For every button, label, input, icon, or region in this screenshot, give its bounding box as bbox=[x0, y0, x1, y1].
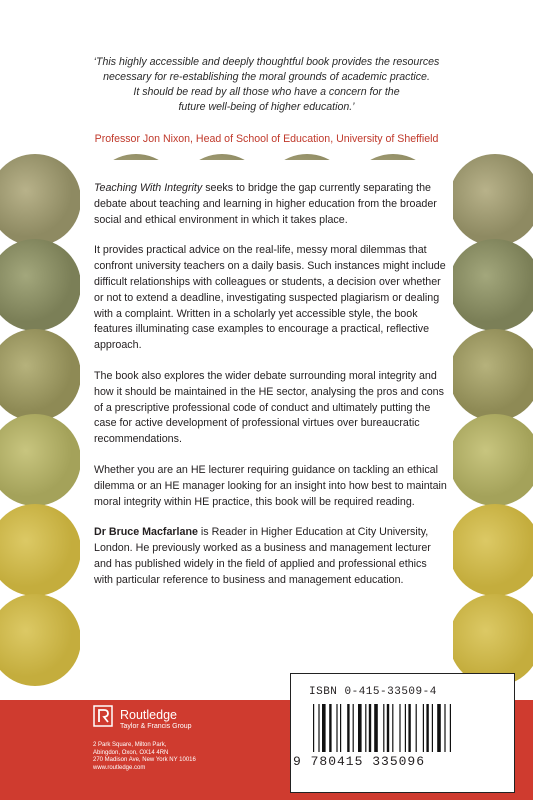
address-line: www.routledge.com bbox=[93, 764, 146, 771]
barcode-bar bbox=[405, 704, 406, 752]
endorsement-quote bbox=[40, 55, 493, 115]
barcode-number: 9 780415 335096 bbox=[293, 754, 426, 769]
barcode-bar bbox=[444, 704, 445, 752]
address-line: 270 Madison Ave, New York NY 10016 bbox=[93, 757, 196, 763]
barcode-bar bbox=[426, 704, 428, 752]
address-line: Abingdon, Oxon, OX14 4RN bbox=[93, 749, 169, 756]
barcode-bar bbox=[353, 704, 354, 752]
publisher-address bbox=[93, 742, 196, 772]
barcode-bar bbox=[408, 704, 410, 752]
quote-line: ‘This highly accessible and deeply thoughtful book provides the resources bbox=[93, 56, 440, 68]
barcode-bar bbox=[387, 704, 389, 752]
quote-attribution: Professor Jon Nixon, Head of School of Education, University of Sheffield bbox=[94, 133, 439, 145]
barcode-bar bbox=[347, 704, 349, 752]
isbn-label: ISBN 0-415-33509-4 bbox=[309, 686, 437, 698]
barcode-bar bbox=[358, 704, 362, 752]
barcode-bar bbox=[318, 704, 319, 752]
barcode-bar bbox=[399, 704, 400, 752]
barcode-bar bbox=[329, 704, 331, 752]
blurb-paragraph-4: Whether you are an HE lecturer requiring guidance on tackling an ethical dilemma or an HE manager looking for an insight into how best to maintain moral integrity within HE practice, this book will be required reading. bbox=[94, 463, 447, 508]
barcode-bar bbox=[416, 704, 417, 752]
book-title: Teaching With Integrity bbox=[94, 182, 203, 194]
blurb-paragraph-1 bbox=[94, 181, 448, 228]
quote-line: It should be read by all those who have a concern for the bbox=[133, 86, 400, 98]
barcode-bar bbox=[369, 704, 371, 752]
barcode-bar bbox=[322, 704, 326, 752]
barcode-bar bbox=[450, 704, 451, 752]
barcode-bars bbox=[309, 704, 499, 754]
publisher-subtitle: Taylor & Francis Group bbox=[120, 723, 192, 730]
blurb-paragraph-3: The book also explores the wider debate surrounding moral integrity and how it should be maintained in the HE sector, analysing the pros and cons of a prescriptive professional code of conduct and ultimately putting the case for active development of professional virtues over bureaucratic recommendations. bbox=[94, 369, 444, 446]
author-bio bbox=[94, 525, 448, 588]
address-line: 2 Park Square, Milton Park, bbox=[93, 742, 167, 748]
barcode-bar bbox=[392, 704, 393, 752]
barcode-bar bbox=[365, 704, 366, 752]
blurb-text: seeks to bridge the gap currently separating the debate about teaching and learning in higher education from the broader social and ethical environment in which it takes place. bbox=[94, 182, 437, 226]
quote-line: necessary for re-establishing the moral grounds of academic practice. bbox=[103, 71, 430, 83]
author-bio-text: is Reader in Higher Education at City University, London. He previously worked as a business and management lecturer and has published widely in the field of applied and professional ethics with particular reference to business and management education. bbox=[94, 526, 431, 586]
author-name: Dr Bruce Macfarlane bbox=[94, 526, 198, 539]
barcode-bar bbox=[374, 704, 378, 752]
barcode-bar bbox=[432, 704, 433, 752]
blurb bbox=[94, 181, 448, 604]
barcode-bar bbox=[313, 704, 314, 752]
barcode-bar bbox=[340, 704, 341, 752]
blurb-paragraph-2: It provides practical advice on the real-life, messy moral dilemmas that confront university teachers on a daily basis. Such instances might include difficult relationships with colleagues or students, a decision over whether or not to extend a deadline, investigating suspected plagiarism or dealing with a complaint. Written in a scholarly yet accessible style, the book features illuminating case examples to encourage a practical, reflective approach. bbox=[94, 244, 446, 352]
barcode-bar bbox=[383, 704, 384, 752]
quote-line: future well-being of higher education.’ bbox=[178, 101, 355, 113]
barcode-bar bbox=[423, 704, 424, 752]
barcode-bar bbox=[336, 704, 337, 752]
barcode-bar bbox=[437, 704, 441, 752]
barcode-box bbox=[290, 673, 515, 793]
routledge-logo-icon bbox=[93, 705, 113, 727]
publisher-name: Routledge bbox=[120, 708, 177, 722]
